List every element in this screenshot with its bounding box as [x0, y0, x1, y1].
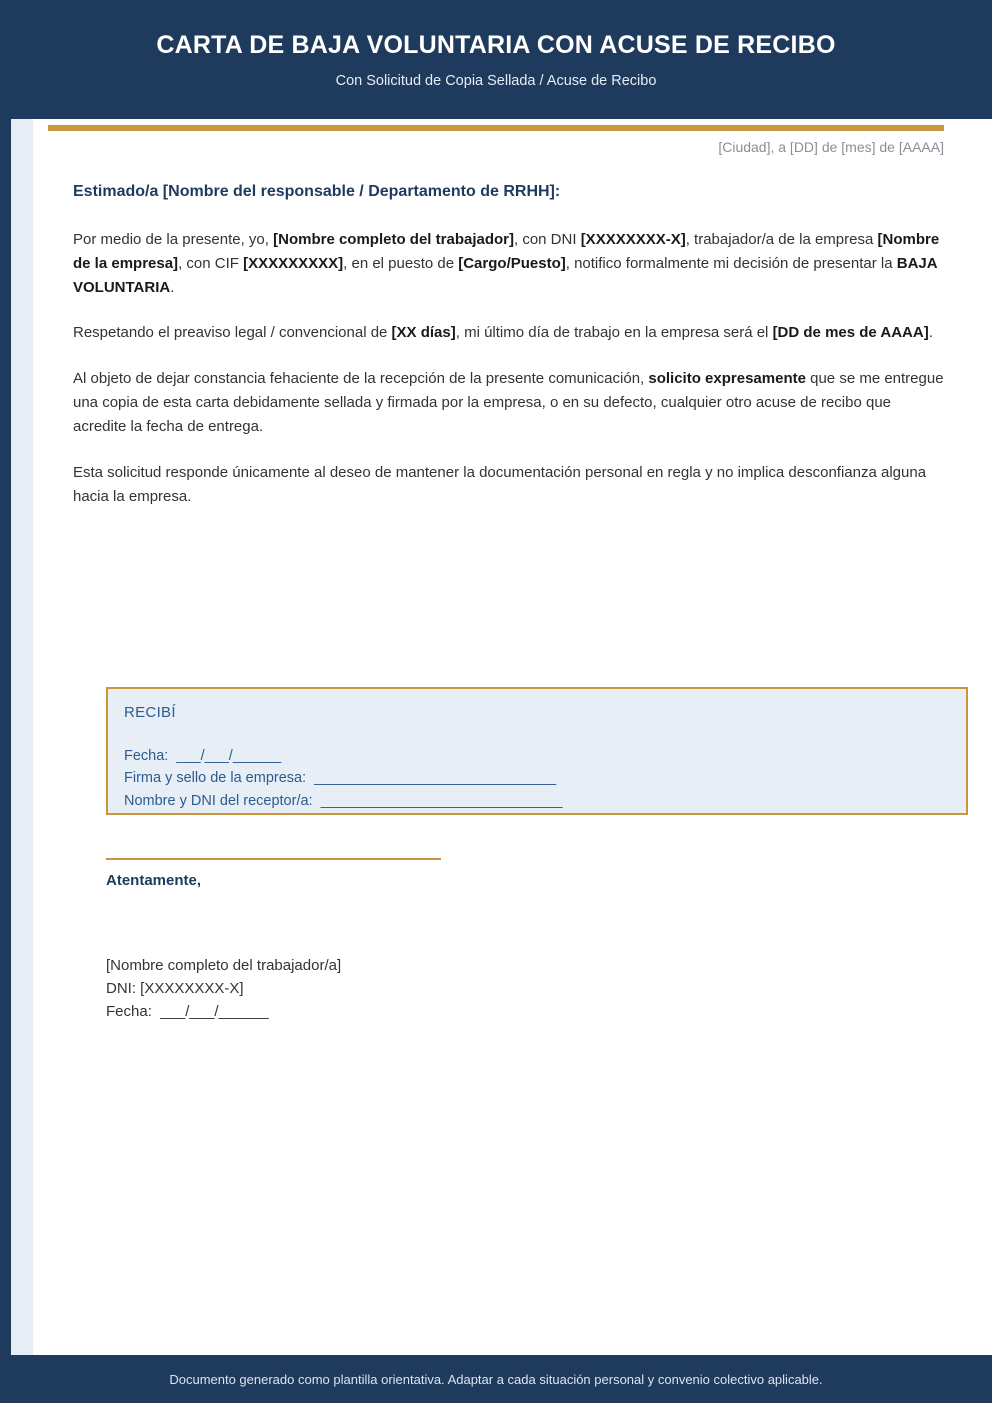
p1-emphasis-baja-voluntaria: BAJA VOLUNTARIA [73, 254, 938, 297]
top-accent-rule [48, 125, 944, 131]
date-line: [Ciudad], a [DD] de [mes] de [AAAA] [718, 139, 944, 155]
p1-placeholder-cif: [XXXXXXXXX] [243, 254, 344, 272]
p1-text-2: , con DNI [514, 230, 581, 248]
paragraph-2 [73, 321, 944, 345]
p1-placeholder-worker-name: [Nombre completo del trabajador] [273, 230, 514, 248]
page-subtitle: Con Solicitud de Copia Sellada / Acuse de Recibo [335, 73, 657, 89]
p1-text-6: , notifico formalmente mi decisión de presentar la [565, 254, 897, 272]
document-header [0, 0, 992, 119]
p2-text-2: , mi último día de trabajo en la empresa será el [455, 324, 773, 342]
p1-placeholder-position: [Cargo/Puesto] [458, 254, 566, 272]
p1-placeholder-dni: [XXXXXXXX-X] [580, 230, 686, 248]
signature-dni: DNI: [XXXXXXXX-X] [106, 979, 244, 997]
page-title: CARTA DE BAJA VOLUNTARIA CON ACUSE DE RECIBO [156, 31, 836, 59]
p1-placeholder-company-name: [Nombre de la empresa] [73, 230, 940, 272]
p2-placeholder-last-day: [DD de mes de AAAA] [772, 324, 929, 342]
receipt-field-receiver-name-dni: Nombre y DNI del receptor/a: ______________________________ [124, 792, 563, 809]
receipt-box-title: RECIBÍ [124, 704, 176, 721]
document-page [33, 119, 992, 1355]
document-footer [0, 1355, 992, 1403]
p3-emphasis-solicito-expresamente: solicito expresamente [648, 369, 806, 387]
p1-text-3: , trabajador/a de la empresa [685, 230, 878, 248]
receipt-box-fields [124, 745, 563, 812]
p1-text-4: , con CIF [178, 254, 244, 272]
signature-worker-name: [Nombre completo del trabajador/a] [106, 957, 342, 974]
paragraph-1 [73, 228, 944, 301]
signature-date: Fecha: ___/___/______ [106, 1002, 269, 1020]
signature-accent-rule [106, 858, 441, 860]
p4-text-1: Esta solicitud responde únicamente al deseo de mantener la documentación personal en regla y no implica desconfianza alguna hacia la empresa. [73, 463, 927, 505]
paragraph-3 [73, 367, 944, 440]
p2-text-3: . [928, 324, 933, 342]
greeting-line: Estimado/a [Nombre del responsable / Departamento de RRHH]: [73, 183, 561, 200]
receipt-field-company-signature: Firma y sello de la empresa: ______________________________ [124, 770, 557, 787]
receipt-acknowledgement-box [106, 687, 968, 815]
p2-placeholder-notice-days: [XX días] [391, 324, 456, 342]
p1-text-5: , en el puesto de [343, 254, 459, 272]
signature-block [106, 955, 341, 1023]
paragraph-4 [73, 461, 944, 510]
p1-text-1: Por medio de la presente, yo, [73, 230, 274, 248]
p2-text-1: Respetando el preaviso legal / convencional de [73, 324, 392, 342]
p3-text-1: Al objeto de dejar constancia fehaciente de la recepción de la presente comunicación, [73, 369, 649, 387]
signature-closing: Atentamente, [106, 872, 202, 889]
left-edge-light-strip [11, 119, 33, 1355]
p1-text-7: . [170, 279, 175, 297]
letter-body [73, 181, 944, 530]
left-edge-dark-strip [0, 119, 11, 1355]
footer-disclaimer: Documento generado como plantilla orientativa. Adaptar a cada situación personal y convenio colectivo aplicable. [169, 1371, 823, 1387]
receipt-field-date: Fecha: ___/___/______ [124, 748, 282, 764]
p3-text-2: que se me entregue una copia de esta carta debidamente sellada y firmada por la empresa, o en su defecto, cualquier otro acuse de recibo que acredite la fecha de entrega. [73, 369, 944, 436]
